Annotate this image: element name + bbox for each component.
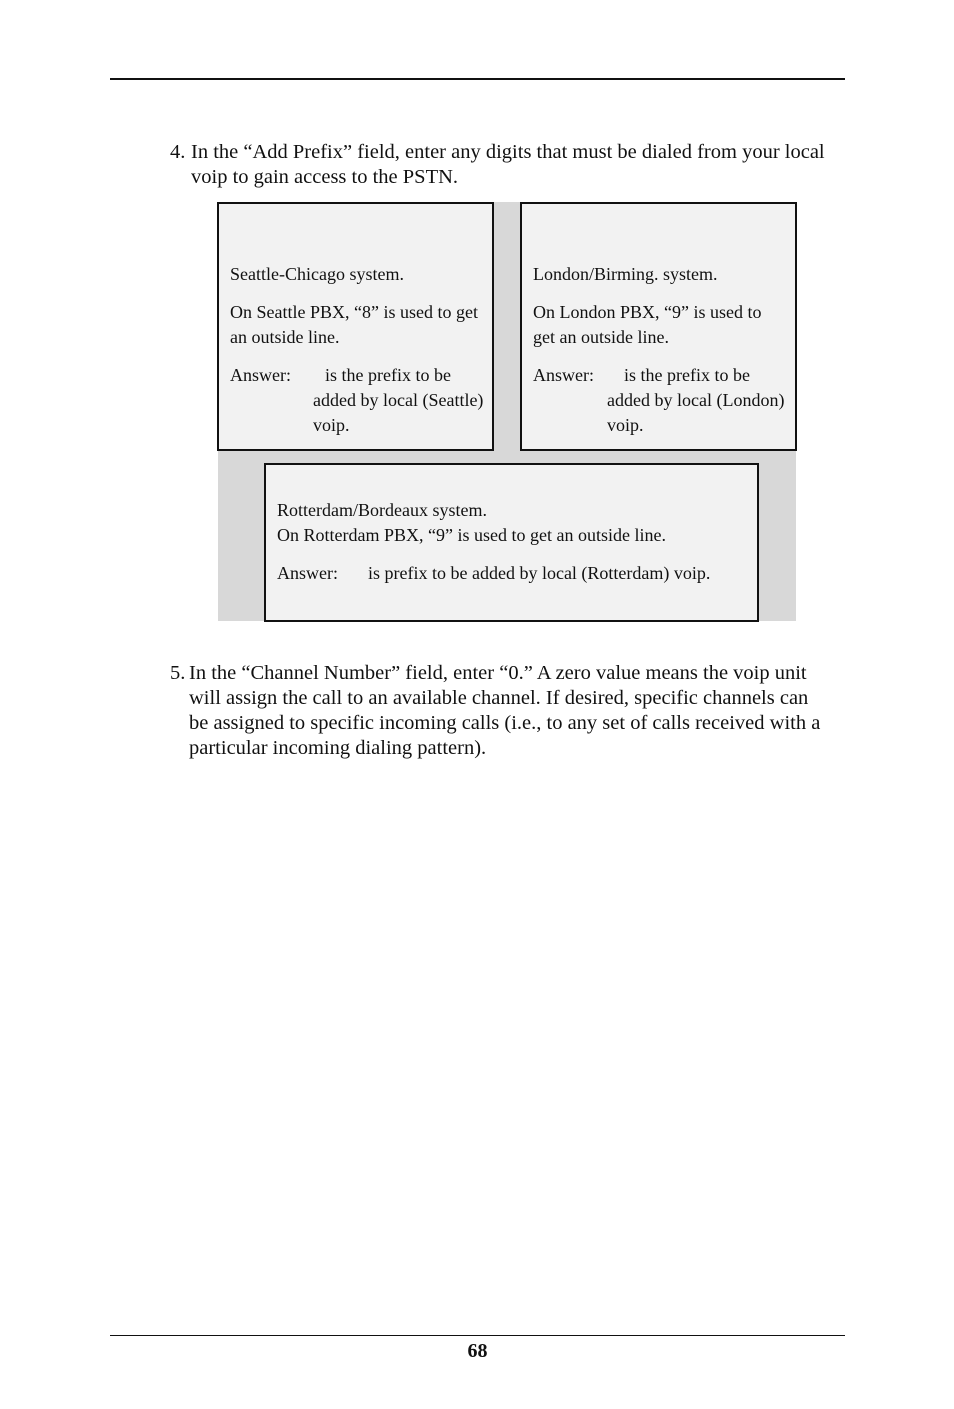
answer-label: Answer: [533,365,594,385]
rotterdam-bordeaux-box [264,463,759,622]
answer-label: Answer: [277,563,338,583]
london-birmingham-box [520,202,797,451]
page-number: 68 [467,1340,488,1362]
box-title: Rotterdam/Bordeaux system. [277,500,487,520]
box-title: London/Birming. system. [533,264,718,284]
step-number: 4. [170,141,186,163]
step-number: 5. [170,662,186,684]
answer-row [277,561,749,586]
box-description: On Rotterdam PBX, “9” is used to get an outside line. [277,525,666,545]
answer-text: is prefix to be added by local (Rotterdam) voip. [368,563,711,583]
footer-rule [110,1335,845,1336]
step-4 [170,140,830,190]
step-5 [170,661,830,761]
box-description: On Seattle PBX, “8” is used to get an outside line. [230,302,478,347]
box-description: On London PBX, “9” is used to get an outside line. [533,302,762,347]
answer-text: is the prefix to be added by local (London) voip. [607,365,785,435]
answer-label: Answer: [230,365,291,385]
step-text: In the “Add Prefix” field, enter any digits that must be dialed from your local voip to gain access to the PSTN. [191,141,825,188]
header-rule [110,78,845,80]
answer-row [230,363,484,438]
seattle-chicago-box [217,202,494,451]
answer-text: is the prefix to be added by local (Seattle) voip. [313,365,484,435]
answer-row [533,363,787,438]
step-text: In the “Channel Number” field, enter “0.” A zero value means the voip unit will assign the call to an available channel. If desired, specific channels can be assigned to specific incoming calls (i.e., to any set of calls received with a particular incoming dialing pattern). [189,662,821,759]
box-title: Seattle-Chicago system. [230,264,404,284]
